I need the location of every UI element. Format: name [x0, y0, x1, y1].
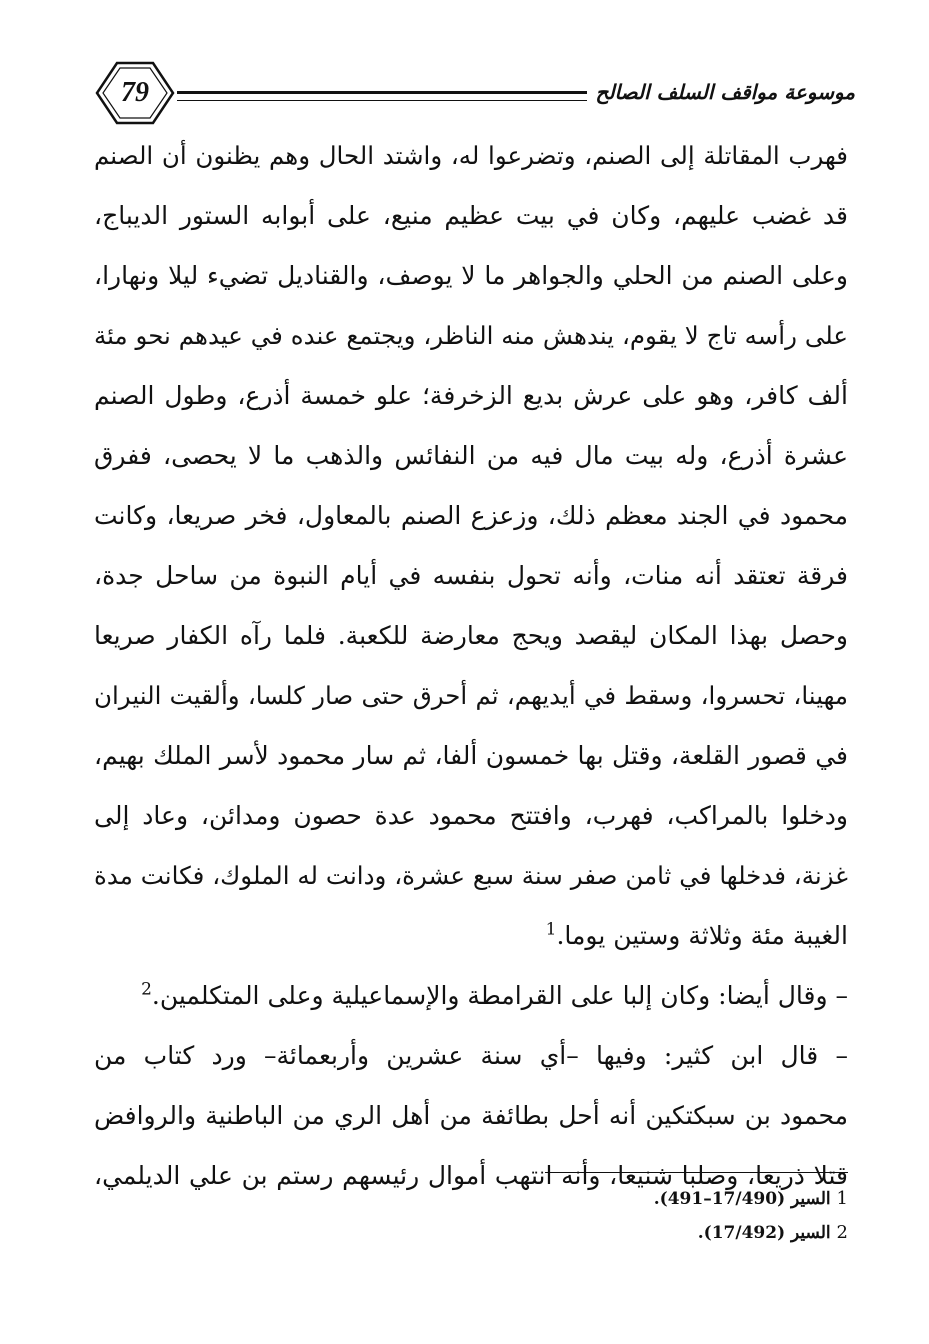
page-header — [95, 58, 855, 128]
text-line — [94, 906, 848, 966]
line-text: – قال ابن كثير: وفيها –أي سنة عشرين وأربعمائة– ورد كتاب من — [94, 1041, 848, 1070]
line-text: غزنة، فدخلها في ثامن صفر سنة سبع عشرة، ودانت له الملوك، فكانت مدة — [94, 861, 848, 890]
series-title: موسوعة مواقف السلف الصالح — [595, 80, 855, 104]
footnote — [500, 1182, 848, 1216]
line-text: وعلى الصنم من الحلي والجواهر ما لا يوصف، والقناديل تضيء ليلا ونهارا، — [94, 261, 848, 290]
text-line — [94, 546, 848, 606]
footnote-ref[interactable]: 2 — [141, 979, 152, 1000]
text-line — [94, 1086, 848, 1146]
line-text: – وقال أيضا: وكان إلبا على القرامطة والإسماعيلية وعلى المتكلمين. — [151, 981, 848, 1010]
text-line — [94, 966, 848, 1026]
text-line — [94, 246, 848, 306]
line-text: في قصور القلعة، وقتل بها خمسون ألفا، ثم سار محمود لأسر الملك بهيم، — [94, 741, 848, 770]
text-line — [94, 126, 848, 186]
text-line — [94, 366, 848, 426]
text-line — [94, 426, 848, 486]
line-text: ألف كافر، وهو على عرش بديع الزخرفة؛ علو خمسة أذرع، وطول الصنم — [94, 381, 848, 410]
line-text: محمود في الجند معظم ذلك، وزعزع الصنم بالمعاول، فخر صريعا، وكانت — [94, 501, 848, 530]
text-line — [94, 486, 848, 546]
line-text: مهينا، تحسروا، وسقط في أيديهم، ثم أحرق حتى صار كلسا، وألقيت النيران — [94, 681, 848, 710]
text-line — [94, 726, 848, 786]
text-line — [94, 186, 848, 246]
footnote — [500, 1216, 848, 1250]
header-rule — [177, 91, 587, 101]
footnote-ref[interactable]: 1 — [545, 919, 557, 940]
line-text: على رأسه تاج لا يقوم، يندهش منه الناظر، ويجتمع عنده في عيدهم نحو مئة — [94, 321, 848, 350]
text-line — [94, 306, 848, 366]
main-text — [94, 126, 848, 1206]
footnote-number: 1 — [836, 1188, 848, 1209]
text-line — [94, 666, 848, 726]
line-text: قتلا ذريعا، وصلبا شنيعا، وأنه انتهب أموال رئيسهم رستم بن علي الديلمي، — [94, 1161, 848, 1190]
footnote-separator — [545, 1172, 848, 1173]
line-text: فهرب المقاتلة إلى الصنم، وتضرعوا له، واشتد الحال وهم يظنون أن الصنم — [94, 141, 848, 170]
page-number: 79 — [121, 77, 149, 108]
line-text: وحصل بهذا المكان ليقصد ويحج معارضة للكعبة. فلما رآه الكفار صريعا — [94, 621, 848, 650]
text-line — [94, 846, 848, 906]
footnote-text: السير (17/492). — [697, 1223, 831, 1243]
page-number-badge — [95, 60, 175, 126]
text-line — [94, 606, 848, 666]
line-text: محمود بن سبكتكين أنه أحل بطائفة من أهل الري من الباطنية والروافض — [94, 1101, 848, 1130]
line-text: ودخلوا بالمراكب، فهرب، وافتتح محمود عدة حصون ومدائن، وعاد إلى — [94, 801, 848, 830]
line-text: الغيبة مئة وثلاثة وستين يوما. — [556, 921, 848, 950]
line-text: قد غضب عليهم، وكان في بيت عظيم منيع، على أبوابه الستور الديباج، — [94, 201, 848, 230]
line-text: عشرة أذرع، وله بيت مال فيه من النفائس والذهب ما لا يحصى، ففرق — [94, 441, 848, 470]
text-line — [94, 1026, 848, 1086]
text-line — [94, 786, 848, 846]
line-text: فرقة تعتقد أنه منات، وأنه تحول بنفسه في أيام النبوة من ساحل جدة، — [94, 561, 848, 590]
footnote-text: السير (17/490–491). — [653, 1189, 831, 1209]
footnotes — [500, 1182, 848, 1250]
footnote-number: 2 — [836, 1222, 848, 1243]
